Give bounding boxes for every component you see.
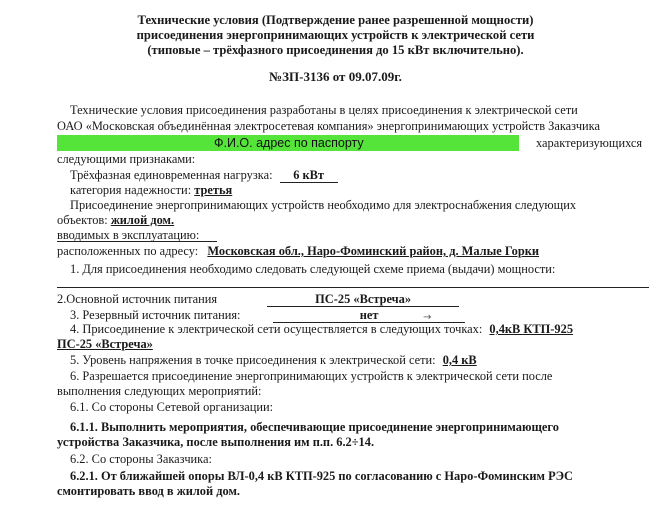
address-value: Московская обл., Наро-Фоминский район, д. Малые Горки	[207, 244, 540, 258]
item-6-line-1: 6. Разрешается присоединение энергопринимающих устройств к электрической сети после	[70, 369, 553, 383]
objects-value: жилой дом.	[110, 213, 175, 227]
item-5-row	[70, 353, 477, 368]
item-4-value-2: ПС-25 «Встреча»	[57, 337, 153, 351]
intro-line-4: следующими признаками:	[57, 152, 196, 166]
load-value: 6 кВт	[280, 169, 338, 183]
reliability-value: третья	[194, 183, 233, 197]
load-label: Трёхфазная единовременная нагрузка:	[70, 168, 273, 182]
item-3-label: 3. Резервный источник питания:	[70, 308, 241, 322]
load-row	[70, 168, 338, 183]
item-1-blank-line	[57, 287, 649, 288]
cursor-arrow-icon: →	[423, 312, 432, 323]
address-label: расположенных по адресу:	[57, 244, 199, 258]
item-4-text: 4. Присоединение к электрической сети осуществляется в следующих точках:	[70, 322, 483, 336]
item-6-2-1-line-2: смонтировать ввод в жилой дом.	[57, 484, 240, 498]
intro-line-2: ОАО «Московская объединённая электросетевая компания» энергопринимающих устройств Заказчика	[57, 119, 601, 133]
item-5-value: 0,4 кВ	[442, 353, 477, 367]
item-2-label: 2.Основной источник питания	[57, 292, 218, 306]
doc-title-line-1: Технические условия (Подтверждение ранее разрешенной мощности)	[137, 13, 534, 27]
item-4-row-2	[57, 337, 153, 352]
doc-number: №ЗП-3136 от 09.07.09г.	[269, 69, 402, 84]
item-1: 1. Для присоединения необходимо следовать следующей схеме приема (выдачи) мощности:	[70, 262, 556, 276]
intro-line-3-tail: характеризующихся	[536, 136, 643, 150]
item-6-line-2: выполнения следующих мероприятий:	[57, 384, 262, 398]
address-row	[57, 244, 539, 259]
item-6-1-1-line-1: 6.1.1. Выполнить мероприятия, обеспечивающие присоединение энергопринимающего	[70, 420, 559, 434]
reliability-row	[70, 183, 232, 198]
objects-label: объектов:	[57, 213, 108, 227]
item-2-value: ПС-25 «Встреча»	[267, 293, 459, 307]
item-6-1: 6.1. Со стороны Сетевой организации:	[70, 400, 274, 414]
item-4-row	[70, 322, 573, 337]
reliability-label: категория надежности:	[70, 183, 192, 197]
objects-row	[57, 213, 174, 228]
commissioning-label: вводимых в эксплуатацию:	[57, 228, 200, 242]
item-2-row	[57, 292, 459, 307]
doc-title-line-2: присоединения энергопринимающих устройств к электрической сети	[136, 28, 535, 42]
item-3-row	[70, 308, 465, 323]
purpose-line-1: Присоединение энергопринимающих устройств необходимо для электроснабжения следующих	[70, 198, 577, 212]
doc-title-line-3: (типовые – трёхфазного присоединения до 15 кВт включительно).	[147, 43, 524, 57]
intro-line-1: Технические условия присоединения разработаны в целях присоединения к электрической сети	[70, 103, 578, 117]
item-4-value-1: 0,4кВ КТП-925	[489, 322, 574, 336]
item-3-value: нет	[273, 309, 465, 323]
item-6-2-1-line-1: 6.2.1. От ближайшей опоры ВЛ-0,4 кВ КТП-925 по согласованию с Наро-Фоминским РЭС	[70, 469, 574, 483]
item-6-2: 6.2. Со стороны Заказчика:	[70, 452, 212, 466]
highlight-text: Ф.И.О. адрес по паспорту	[214, 136, 364, 150]
commissioning-underline	[57, 241, 217, 242]
item-6-1-1-line-2: устройства Заказчика, после выполнения им п.п. 6.2÷14.	[57, 435, 375, 449]
item-5-label: 5. Уровень напряжения в точке присоединения к электрической сети:	[70, 353, 436, 367]
